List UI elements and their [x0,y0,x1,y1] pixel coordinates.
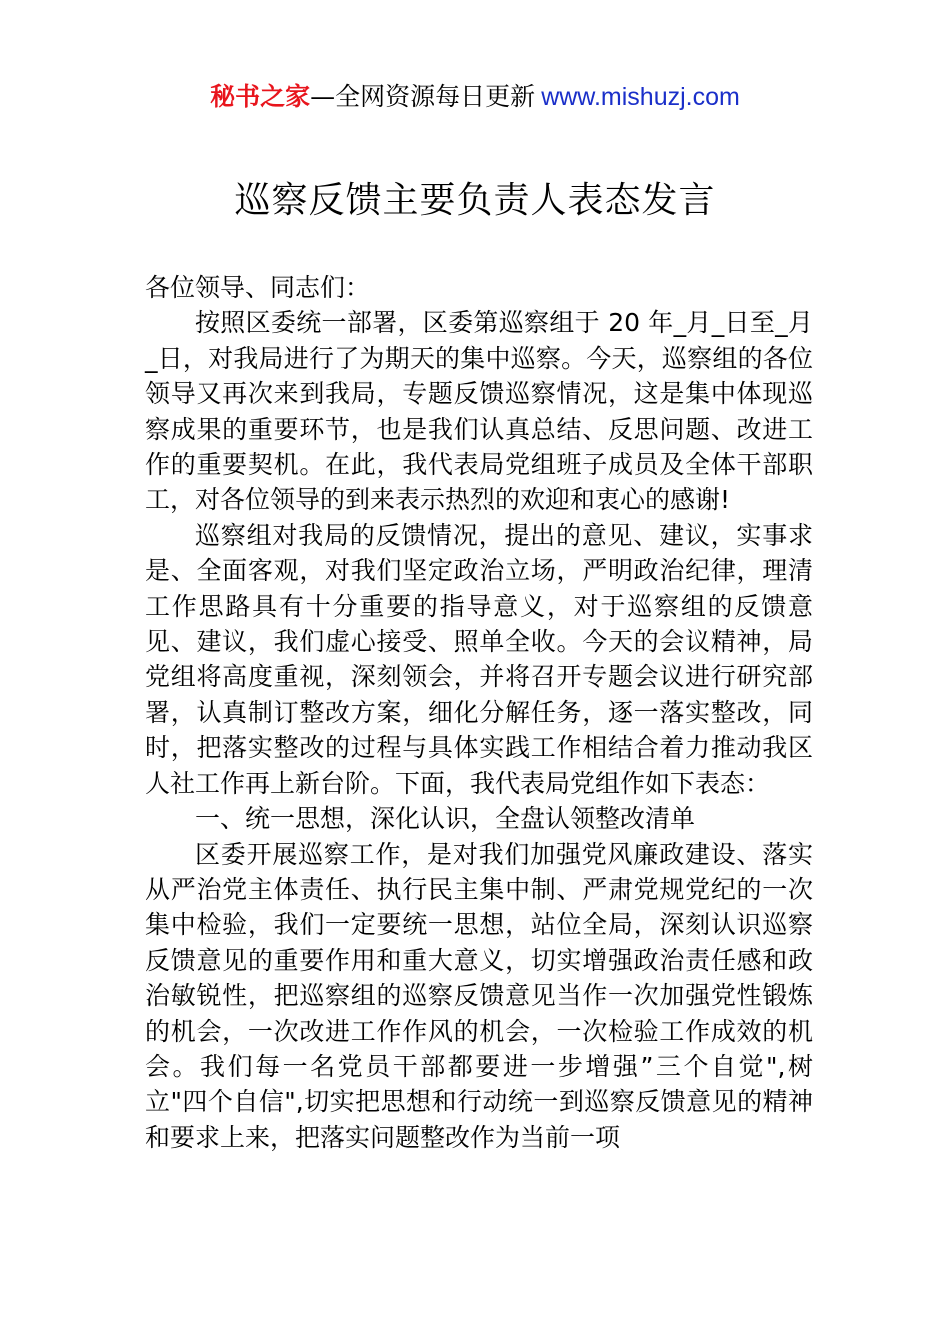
brand-name: 秘书之家 [210,82,311,111]
document-body [145,270,813,1155]
section-heading: 一、统一思想，深化认识，全盘认领整改清单 [195,804,696,834]
document-title: 巡察反馈主要负责人表态发言 [234,180,716,221]
site-header [0,80,950,114]
section-paragraph: 区委开展巡察工作，是对我们加强党风廉政建设、落实从严治党主体责任、执行民主集中制、严肃党规党纪的一次集中检验，我们一定要统一思想，站位全局，深刻认识巡察反馈意见的重要作用和重大意义，切实增强政治责任感和政治敏锐性，把巡察组的巡察反馈意见当作一次加强党性锻炼的机会，一次改进工作作风的机会，一次检验工作成效的机会。我们每一名党员干部都要进一步增强”三个自觉",树立"四个自信",切实把思想和行动统一到巡察反馈意见的精神和要求上来，把落实问题整改作为当前一项 [145,839,813,1152]
body-paragraph: 巡察组对我局的反馈情况，提出的意见、建议，实事求是、全面客观，对我们坚定政治立场，严明政治纪律，理清工作思路具有十分重要的指导意义，对于巡察组的反馈意见、建议，我们虚心接受、照单全收。今天的会议精神，局党组将高度重视，深刻领会，并将召开专题会议进行研究部署，认真制订整改方案，细化分解任务，逐一落实整改，同时，把落实整改的过程与具体实践工作相结合着力推动我区人社工作再上新台阶。下面，我代表局党组作如下表态： [145,520,813,798]
site-url-link[interactable]: www.mishuzj.com [541,83,740,111]
body-paragraph: 按照区委统一部署，区委第巡察组于 20 年_月_日至_月_日，对我局进行了为期天的集中巡察。今天，巡察组的各位领导又再次来到我局，专题反馈巡察情况，这是集中体现巡察成果的重要环节，也是我们认真总结、反思问题、改进工作的重要契机。在此，我代表局党组班子成员及全体干部职工，对各位领导的到来表示热烈的欢迎和衷心的感谢! [145,308,813,515]
salutation: 各位领导、同志们： [145,273,371,302]
site-slogan: —全网资源每日更新 [310,82,536,111]
